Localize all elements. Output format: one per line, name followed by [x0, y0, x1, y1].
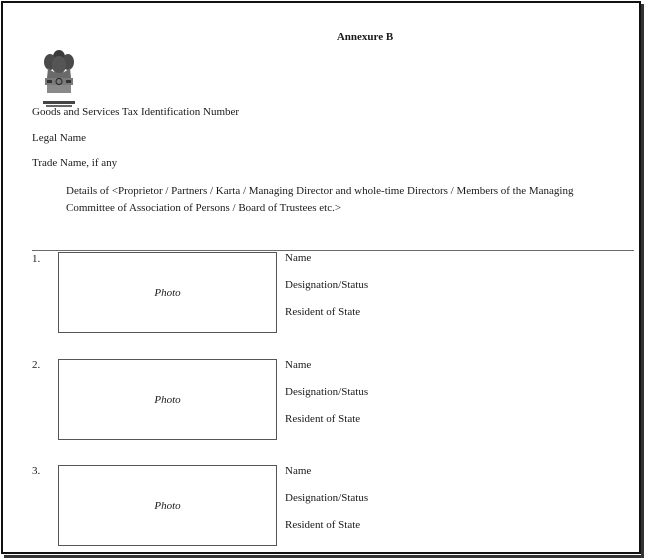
designation-field-label: Designation/Status [285, 492, 369, 504]
photo-box [58, 465, 277, 546]
gstin-label: Goods and Services Tax Identification Number [32, 106, 240, 118]
name-field-label: Name [285, 252, 312, 264]
photo-placeholder-label: Photo [154, 286, 181, 299]
trade-name-label: Trade Name, if any [32, 157, 118, 169]
resident-state-field-label: Resident of State [285, 413, 361, 425]
frame-shadow [4, 555, 644, 558]
entry-number: 2. [32, 359, 41, 371]
photo-box [58, 252, 277, 333]
photo-placeholder-label: Photo [154, 393, 181, 406]
legal-name-label: Legal Name [32, 132, 87, 144]
designation-field-label: Designation/Status [285, 279, 369, 291]
resident-state-field-label: Resident of State [285, 519, 361, 531]
frame-shadow [641, 4, 644, 557]
resident-state-field-label: Resident of State [285, 306, 361, 318]
section-divider [32, 250, 634, 251]
name-field-label: Name [285, 359, 312, 371]
designation-field-label: Designation/Status [285, 386, 369, 398]
state-emblem-of-india-icon [40, 48, 78, 110]
entry-number: 3. [32, 465, 41, 477]
photo-box [58, 359, 277, 440]
name-field-label: Name [285, 465, 312, 477]
entry-number: 1. [32, 253, 41, 265]
photo-placeholder-label: Photo [154, 499, 181, 512]
details-instruction: Details of <Proprietor / Partners / Karta / Managing Director and whole-time Directors / Members of the Managing Committee of Association of Persons / Board of Trustees etc.> [66, 185, 574, 214]
document-title: Annexure B [336, 31, 394, 43]
